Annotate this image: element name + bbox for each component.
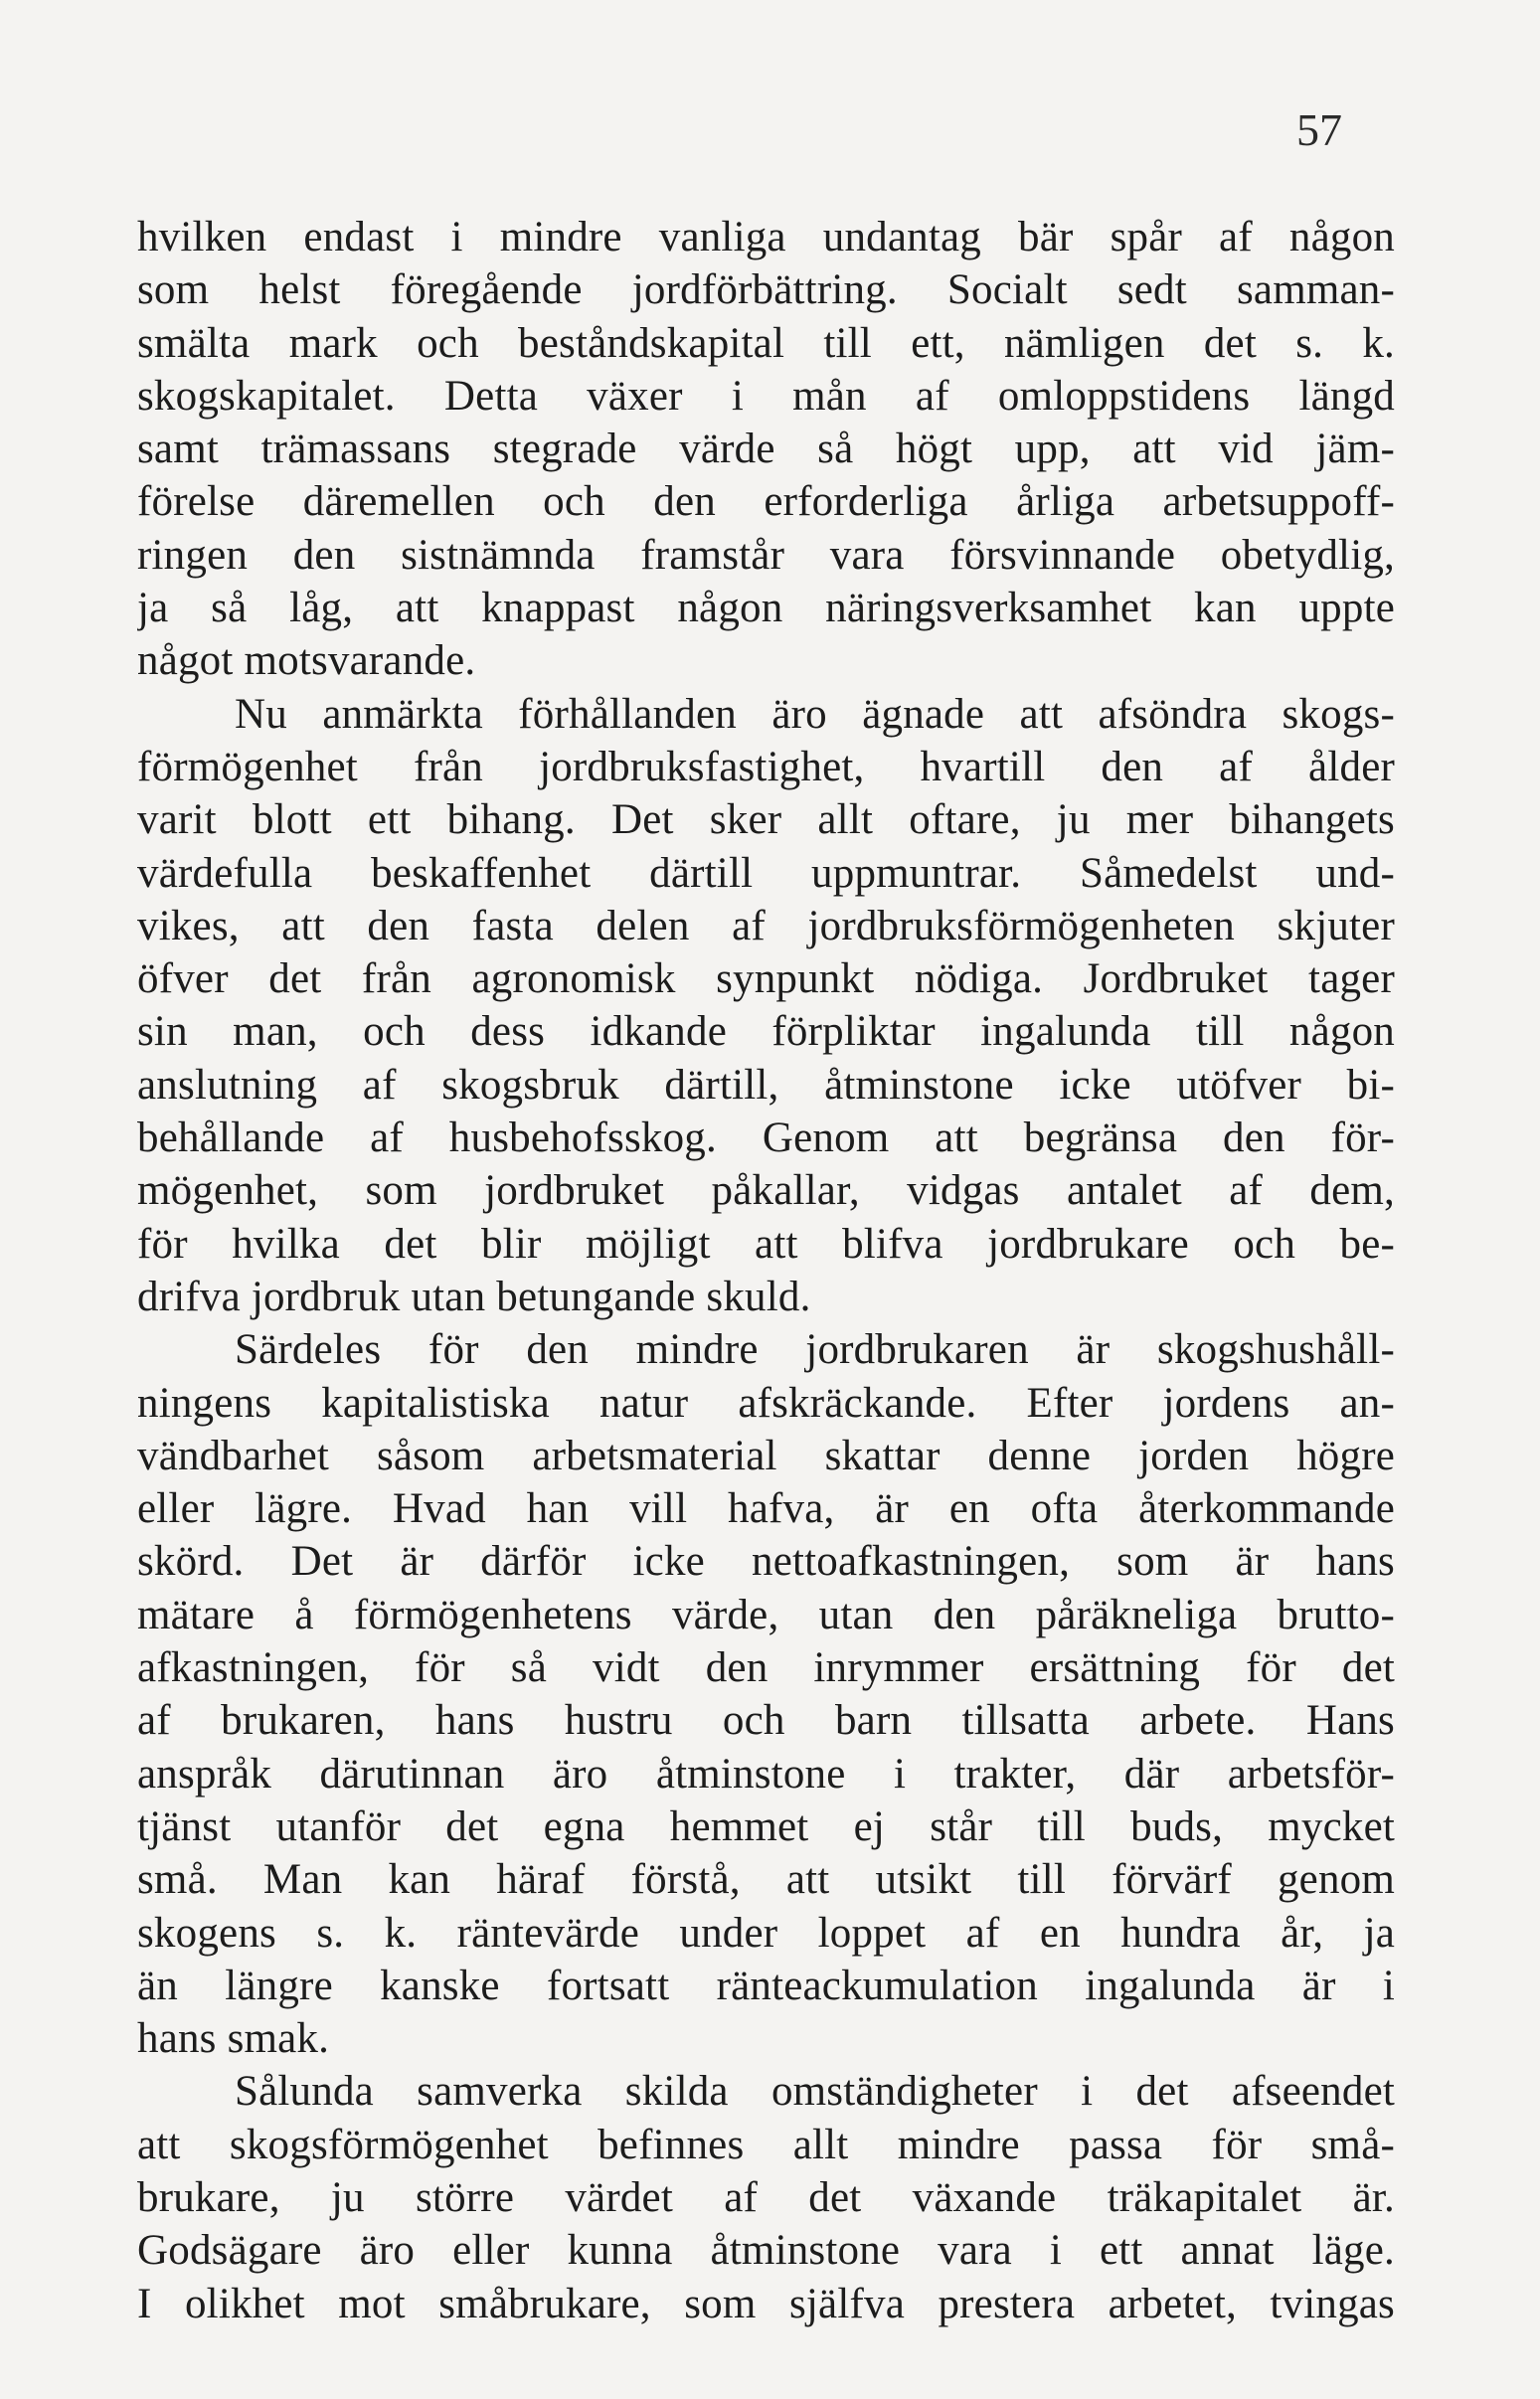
text-line: I olikhet mot småbrukare, som själfva prestera arbetet, tvingas xyxy=(137,2280,1395,2327)
text-line: vikes, att den fasta delen af jordbruksförmögenheten skjuter xyxy=(137,902,1395,949)
text-line: än längre kanske fortsatt ränteackumulation ingalunda är i xyxy=(137,1962,1395,2009)
text-line: ringen den sistnämnda framstår vara försvinnande obetydlig, xyxy=(137,531,1395,579)
text-line: ningens kapitalistiska natur afskräckande. Efter jordens an- xyxy=(137,1379,1395,1427)
text-line: att skogsförmögenhet befinnes allt mindre passa för små- xyxy=(137,2121,1395,2168)
text-line: öfver det från agronomisk synpunkt nödiga. Jordbruket tager xyxy=(137,955,1395,1003)
text-line: afkastningen, för så vidt den inrymmer ersättning för det xyxy=(137,1644,1395,1692)
text-line: drifva jordbruk utan betungande skuld. xyxy=(137,1273,811,1320)
text-line: hans smak. xyxy=(137,2015,330,2063)
text-line: värdefulla beskaffenhet därtill uppmuntrar. Såmedelst und- xyxy=(137,849,1395,897)
text-line: för hvilka det blir möjligt att blifva jordbrukare och be- xyxy=(137,1220,1395,1268)
text-line: varit blott ett bihang. Det sker allt oftare, ju mer bihangets xyxy=(137,796,1395,844)
text-line: af brukaren, hans hustru och barn tillsatta arbete. Hans xyxy=(137,1697,1395,1745)
text-line: samt trämassans stegrade värde så högt upp, att vid jäm- xyxy=(137,426,1395,473)
text-line: tjänst utanför det egna hemmet ej står till buds, mycket xyxy=(137,1802,1395,1850)
text-line: smälta mark och beståndskapital till ett, nämligen det s. k. xyxy=(137,319,1395,367)
text-line: förmögenhet från jordbruksfastighet, hvartill den af ålder xyxy=(137,743,1395,790)
text-line: Sålunda samverka skilda omständigheter i det afseendet xyxy=(235,2068,1395,2116)
page-number: 57 xyxy=(1296,104,1342,155)
text-line: brukare, ju större värdet af det växande träkapitalet är. xyxy=(137,2173,1395,2221)
text-line: eller lägre. Hvad han vill hafva, är en ofta återkommande xyxy=(137,1485,1395,1533)
text-line: som helst föregående jordförbättring. Socialt sedt samman- xyxy=(137,266,1395,314)
text-line: mätare å förmögenhetens värde, utan den påräkneliga brutto- xyxy=(137,1591,1395,1638)
text-line: skogskapitalet. Detta växer i mån af omloppstidens längd xyxy=(137,372,1395,420)
text-line: skogens s. k. räntevärde under loppet af en hundra år, ja xyxy=(137,1909,1395,1957)
text-line: anslutning af skogsbruk därtill, åtminstone icke utöfver bi- xyxy=(137,1061,1395,1109)
text-line: mögenhet, som jordbruket påkallar, vidgas antalet af dem, xyxy=(137,1167,1395,1215)
text-line: behållande af husbehofsskog. Genom att begränsa den för- xyxy=(137,1114,1395,1162)
text-line: små. Man kan häraf förstå, att utsikt till förvärf genom xyxy=(137,1856,1395,1904)
text-line: Godsägare äro eller kunna åtminstone vara i ett annat läge. xyxy=(137,2227,1395,2275)
text-line: ja så låg, att knappast någon näringsverksamhet kan uppte xyxy=(137,585,1395,632)
text-line: något motsvarande. xyxy=(137,637,476,685)
text-line: Nu anmärkta förhållanden äro ägnade att afsöndra skogs- xyxy=(235,690,1395,738)
text-line: anspråk därutinnan äro åtminstone i trakter, där arbetsför- xyxy=(137,1750,1395,1798)
text-line: förelse däremellen och den erforderliga årliga arbetsuppoff- xyxy=(137,478,1395,526)
text-line: hvilken endast i mindre vanliga undantag bär spår af någon xyxy=(137,214,1395,260)
text-line: vändbarhet såsom arbetsmaterial skattar denne jorden högre xyxy=(137,1432,1395,1479)
body-text xyxy=(137,211,1395,2330)
text-line: Särdeles för den mindre jordbrukaren är skogshushåll- xyxy=(235,1326,1395,1374)
text-line: sin man, och dess idkande förpliktar ingalunda till någon xyxy=(137,1008,1395,1056)
text-line: skörd. Det är därför icke nettoafkastningen, som är hans xyxy=(137,1538,1395,1586)
